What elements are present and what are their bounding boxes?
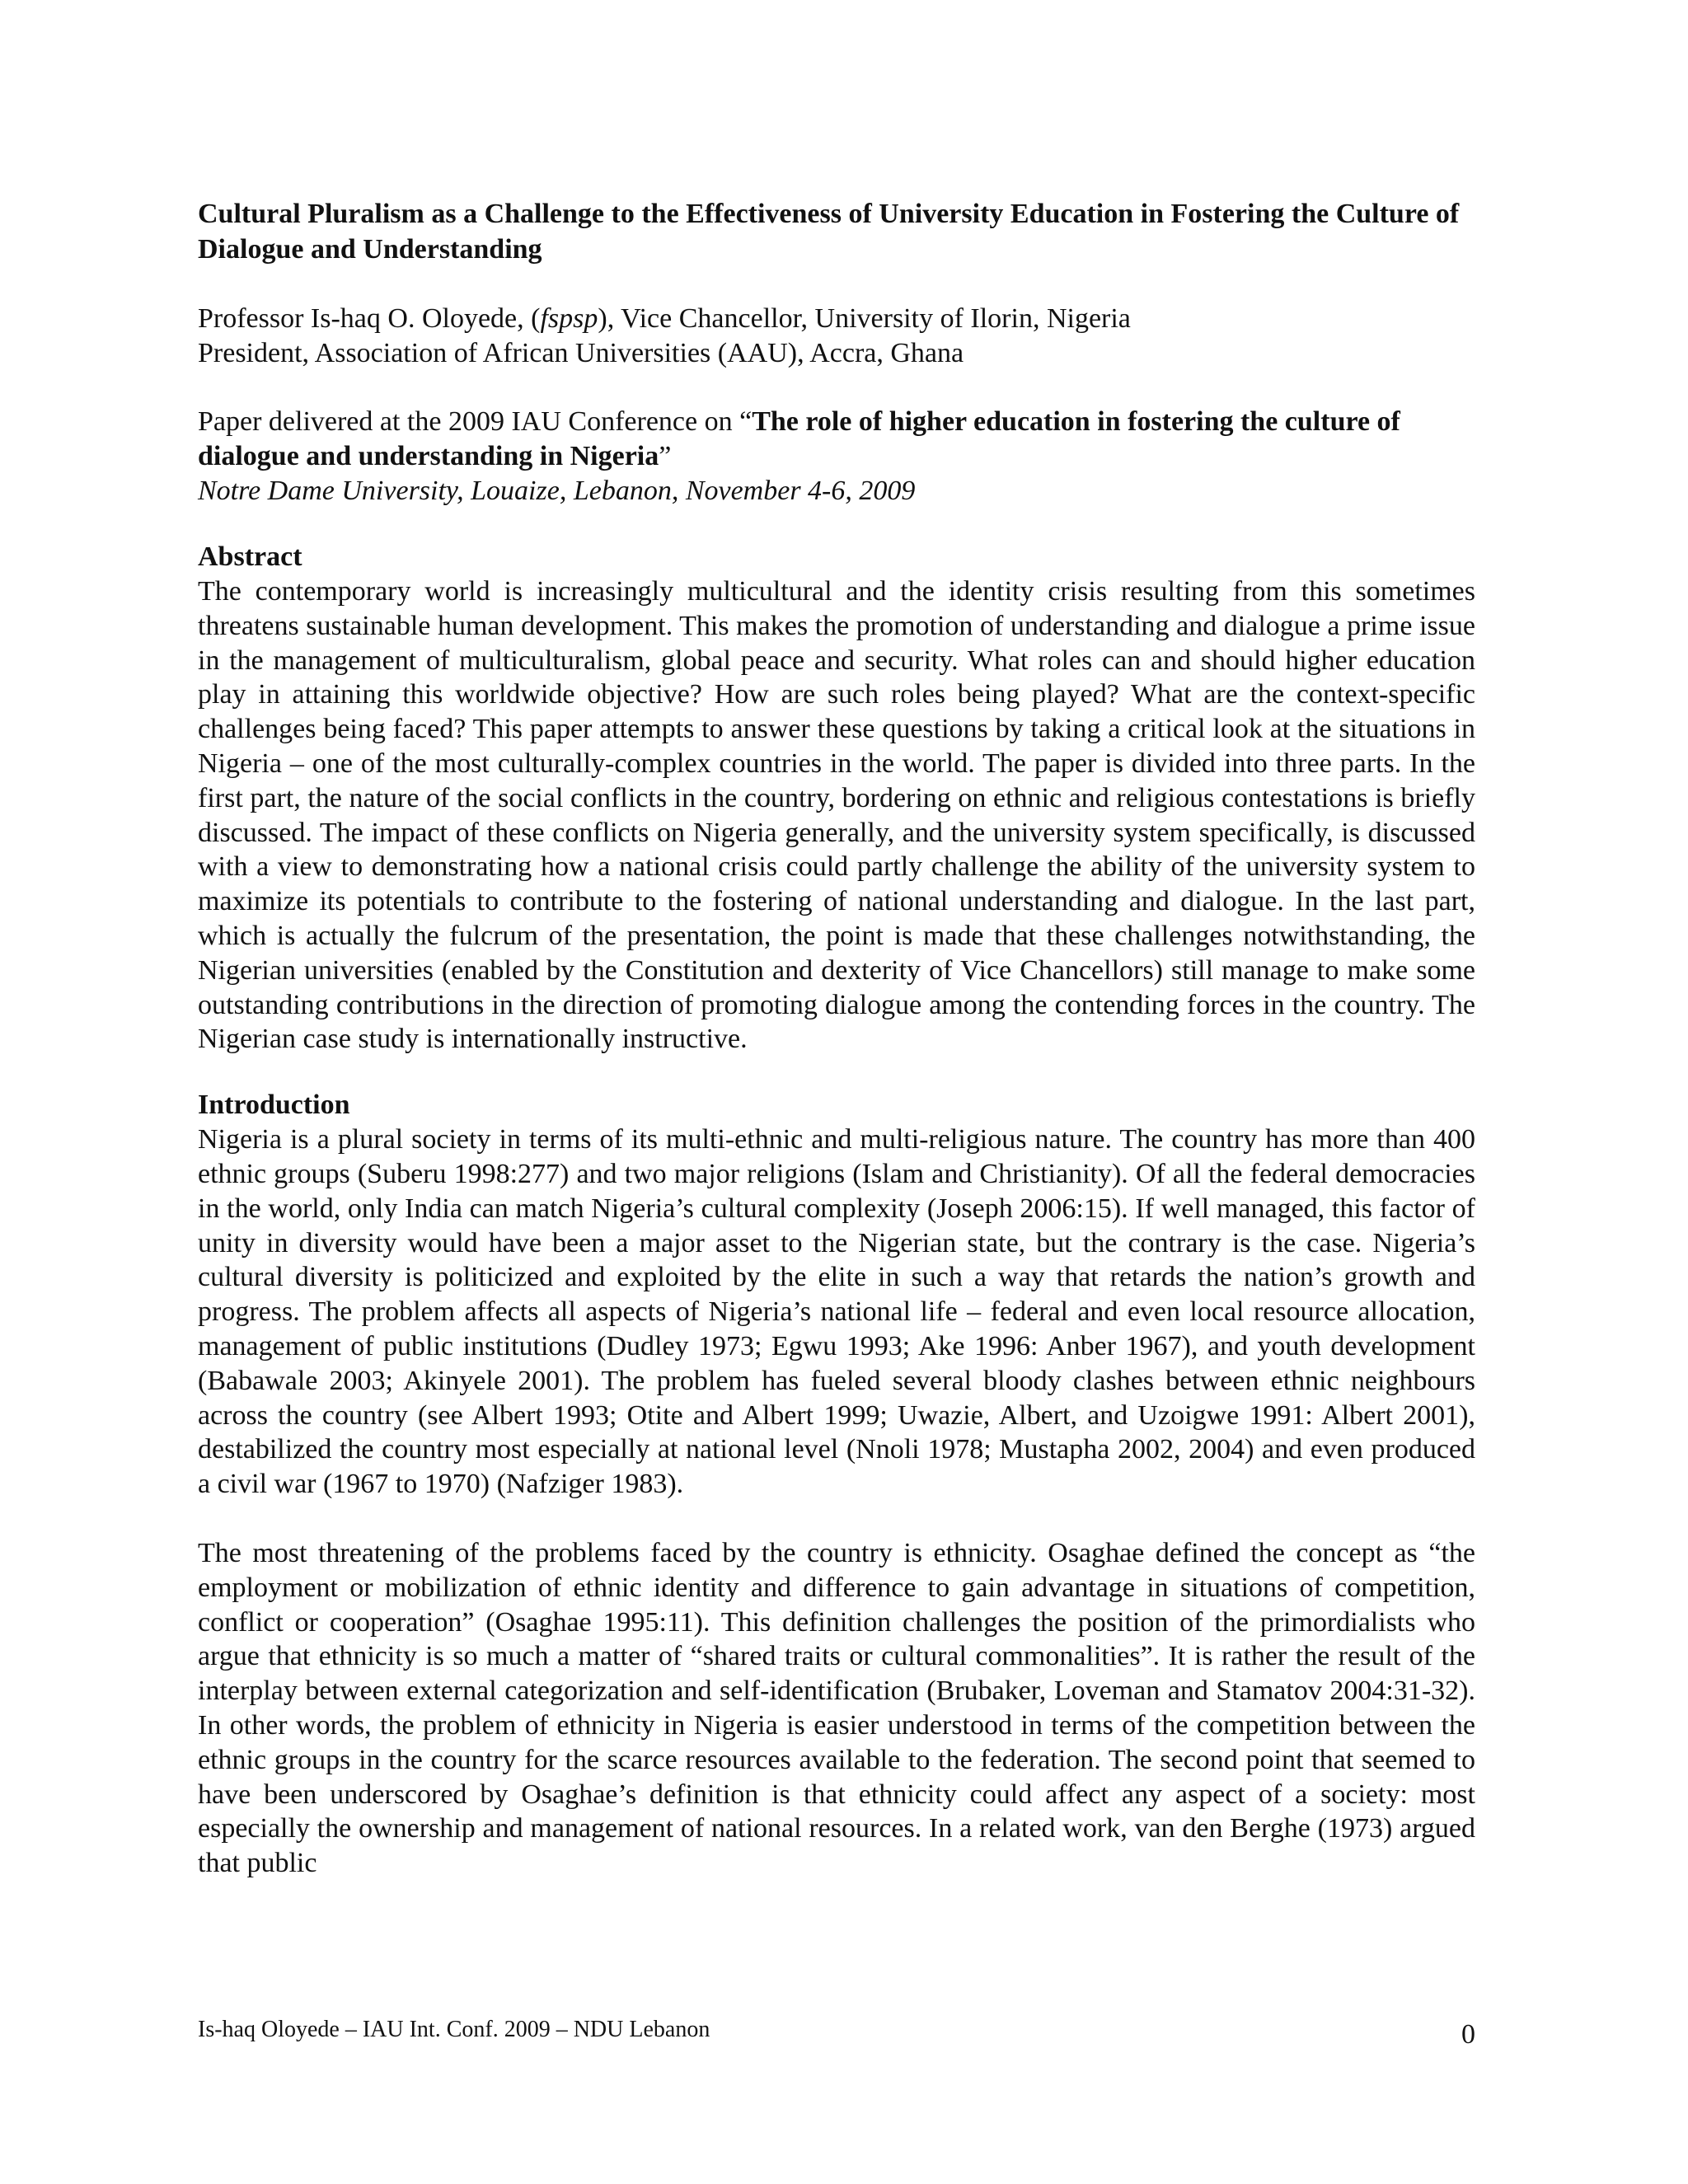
abstract-heading: Abstract <box>198 541 302 572</box>
page-number: 0 <box>1461 2019 1475 2050</box>
venue-place: Notre Dame University, Louaize, Lebanon, November 4-6, 2009 <box>198 476 916 506</box>
introduction-paragraph-1: Nigeria is a plural society in terms of its multi-ethnic and multi-religious nature. The country has more than 400 ethnic groups (Suberu 1998:277) and two major religions (Islam and Christianity). Of all the federal democracies in the world, only India can match Nigeria’s cultural complexity (Joseph 2006:15). If well managed, this factor of unity in diversity would have been a major asset to the Nigerian state, but the contrary is the case. Nigeria’s cultural diversity is politicized and exploited by the elite in such a way that retards the nation’s growth and progress. The problem affects all aspects of Nigeria’s national life – federal and even local resource allocation, management of public institutions (Dudley 1973; Egwu 1993; Ake 1996: Anber 1967), and youth development (Babawale 2003; Akinyele 2001). The problem has fueled several bloody clashes between ethnic neighbours across the country (see Albert 1993; Otite and Albert 1999; Uwazie, Albert, and Uzoigwe 1991: Albert 2001), destabilized the country most especially at national level (Nnoli 1978; Mustapha 2002, 2004) and even produced a civil war (1967 to 1970) (Nafziger 1983). <box>198 1124 1475 1500</box>
introduction-heading: Introduction <box>198 1090 350 1121</box>
author-role: President, Association of African Universities (AAU), Accra, Ghana <box>198 338 964 368</box>
venue-block <box>198 405 1475 509</box>
author-name-suffix: ), Vice Chancellor, University of Ilorin, Nigeria <box>598 303 1131 334</box>
author-honorific: fspsp <box>540 303 598 334</box>
author-name-prefix: Professor Is-haq O. Oloyede, ( <box>198 303 541 334</box>
page-footer <box>198 2015 1475 2050</box>
footer-running-text: Is-haq Oloyede – IAU Int. Conf. 2009 – NDU Lebanon <box>198 2017 710 2042</box>
paper-title: Cultural Pluralism as a Challenge to the Effectiveness of University Education in Fostering the Culture of Dialogue and Understanding <box>198 199 1460 265</box>
author-name-line <box>198 302 1475 336</box>
conference-theme: The role of higher education in fostering the culture of dialogue and understanding in Nigeria <box>198 406 1400 471</box>
introduction-paragraph-2: The most threatening of the problems faced by the country is ethnicity. Osaghae defined the concept as “the employment or mobilization of ethnic identity and difference to gain advantage in situations of competition, conflict or cooperation” (Osaghae 1995:11). This definition challenges the position of the primordialists who argue that ethnicity is so much a matter of “shared traits or cultural commonalities”. It is rather the result of the interplay between external categorization and self-identification (Brubaker, Loveman and Stamatov 2004:31-32). In other words, the problem of ethnicity in Nigeria is easier understood in terms of the competition between the ethnic groups in the country for the scarce resources available to the federation. The second point that seemed to have been underscored by Osaghae’s definition is that ethnicity could affect any aspect of a society: most especially the ownership and management of national resources. In a related work, van den Berghe (1973) argued that public <box>198 1537 1475 1879</box>
venue-close-quote: ” <box>659 441 672 471</box>
venue-intro: Paper delivered at the 2009 IAU Conference on “ <box>198 406 753 437</box>
author-block <box>198 302 1475 371</box>
paper-page <box>198 196 1475 1881</box>
abstract-text: The contemporary world is increasingly multicultural and the identity crisis resulting from this sometimes threatens sustainable human development. This makes the promotion of understanding and dialogue a prime issue in the management of multiculturalism, global peace and security. What roles can and should higher education play in attaining this worldwide objective? How are such roles being played? What are the context-specific challenges being faced? This paper attempts to answer these questions by taking a critical look at the situations in Nigeria – one of the most culturally-complex countries in the world. The paper is divided into three parts. In the first part, the nature of the social conflicts in the country, bordering on ethnic and religious contestations is briefly discussed. The impact of these conflicts on Nigeria generally, and the university system specifically, is discussed with a view to demonstrating how a national crisis could partly challenge the ability of the university system to maximize its potentials to contribute to the fostering of national understanding and dialogue. In the last part, which is actually the fulcrum of the presentation, the point is made that these challenges notwithstanding, the Nigerian universities (enabled by the Constitution and dexterity of Vice Chancellors) still manage to make some outstanding contributions in the direction of promoting dialogue among the contending forces in the country. The Nigerian case study is internationally instructive. <box>198 576 1475 1055</box>
